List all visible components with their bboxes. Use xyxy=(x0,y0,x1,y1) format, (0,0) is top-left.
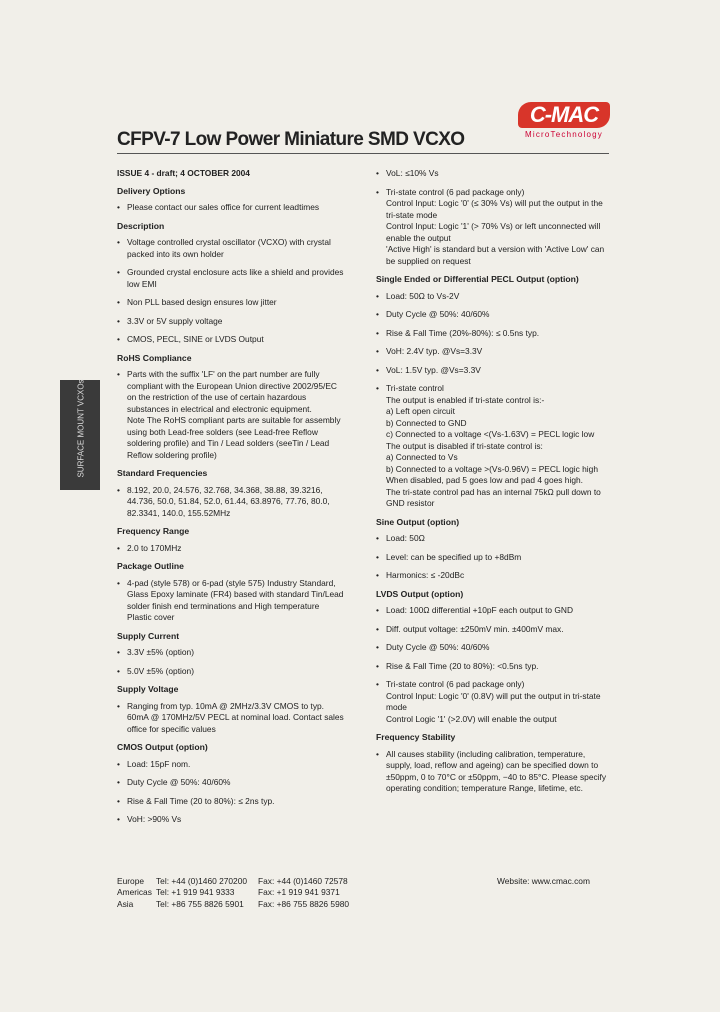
section-continued xyxy=(376,168,610,267)
bullet-list xyxy=(376,749,610,795)
section-sine-output-option xyxy=(376,517,610,582)
bullet-item: • Load: 100Ω differential +10pF each output to GND xyxy=(376,605,610,617)
bullet-item: • 3.3V or 5V supply voltage xyxy=(117,316,345,328)
right-sections xyxy=(376,168,610,795)
left-sections xyxy=(117,186,345,826)
section-heading: Standard Frequencies xyxy=(117,468,208,478)
bullet-list xyxy=(117,759,345,826)
section-frequency-stability xyxy=(376,732,610,795)
bullet-item: • All causes stability (including calibration, temperature, supply, load, reflow and ageing) can be specified down to ±50ppm, 0 to 70°C or ±50ppm, −40 to 85°C. Please specify operating condition; temperature Range, lifetime, etc. xyxy=(376,749,610,795)
bullet-item: • Harmonics: ≤ -20dBc xyxy=(376,570,610,582)
section-heading: Supply Current xyxy=(117,630,180,641)
page-title: CFPV-7 Low Power Miniature SMD VCXO xyxy=(117,129,465,150)
section-heading: Supply Voltage xyxy=(117,684,179,694)
bullet-item: • Duty Cycle @ 50%: 40/60% xyxy=(376,642,610,654)
bullet-list xyxy=(117,369,345,461)
bullet-item: • Tri-state control (6 pad package only) Control Input: Logic '0' (0.8V) will put the output in tri-state mode Control Logic '1' (>2.0V) will enable the output xyxy=(376,679,610,725)
contact-tel: Tel: +1 919 941 9333 xyxy=(156,887,235,898)
section-package-outline xyxy=(117,561,345,624)
section-standard-frequencies xyxy=(117,468,345,519)
bullet-list xyxy=(117,578,345,624)
section-delivery-options xyxy=(117,186,345,214)
contact-row xyxy=(117,899,349,910)
section-cmos-output-option xyxy=(117,742,345,826)
bullet-list xyxy=(117,202,345,214)
bullet-list xyxy=(117,485,345,520)
contact-list xyxy=(117,876,349,910)
section-heading: CMOS Output (option) xyxy=(117,742,208,752)
bullet-list xyxy=(376,533,610,582)
bullet-item: • Duty Cycle @ 50%: 40/60% xyxy=(117,777,345,789)
section-single-ended-or-differential-pecl-output-option xyxy=(376,274,610,510)
bullet-item: • Rise & Fall Time (20%-80%): ≤ 0.5ns typ. xyxy=(376,328,610,340)
bullet-item: • Diff. output voltage: ±250mV min. ±400mV max. xyxy=(376,624,610,636)
bullet-item: • VoL: ≤10% Vs xyxy=(376,168,610,180)
side-tab xyxy=(60,380,100,490)
bullet-item: • Please contact our sales office for current leadtimes xyxy=(117,202,345,214)
bullet-item: • CMOS, PECL, SINE or LVDS Output xyxy=(117,334,345,346)
bullet-item: • VoL: 1.5V typ. @Vs=3.3V xyxy=(376,365,610,377)
bullet-item: • 4-pad (style 578) or 6-pad (style 575) Industry Standard, Glass Epoxy laminate (FR4) based with standard Tin/Lead solder finish end terminations and High temperature Plastic cover xyxy=(117,578,345,624)
logo-subtitle: MicroTechnology xyxy=(524,130,604,139)
bullet-item: • Rise & Fall Time (20 to 80%): ≤ 2ns typ. xyxy=(117,796,345,808)
bullet-item: • Tri-state control (6 pad package only) Control Input: Logic '0' (≤ 30% Vs) will put the output in the tri-state mode Control Input: Logic '1' (> 70% Vs) or left unconnected will enable the output 'Active High' is standard but a version with 'Active Low' can be supplied on request xyxy=(376,187,610,268)
bullet-list xyxy=(376,168,610,267)
bullet-list xyxy=(117,237,345,346)
contact-row xyxy=(117,887,349,898)
contact-fax: Fax: +44 (0)1460 72578 xyxy=(258,876,348,886)
bullet-item: • VoH: >90% Vs xyxy=(117,814,345,826)
contact-region: Americas xyxy=(117,887,152,898)
contact-fax: Fax: +1 919 941 9371 xyxy=(258,887,340,898)
contact-region: Europe xyxy=(117,876,145,886)
contact-footer xyxy=(117,876,349,910)
bullet-list xyxy=(117,647,345,677)
section-heading: LVDS Output (option) xyxy=(376,588,464,599)
issue-line: ISSUE 4 - draft; 4 OCTOBER 2004 xyxy=(117,168,250,178)
section-supply-current xyxy=(117,631,345,678)
section-heading: Frequency Stability xyxy=(376,732,456,742)
section-heading: RoHS Compliance xyxy=(117,352,192,363)
side-tab-label: SURFACE MOUNT VCXOs xyxy=(76,379,86,478)
bullet-item: • Load: 50Ω to Vs-2V xyxy=(376,291,610,303)
bullet-item: • Tri-state control The output is enabled if tri-state control is:- a) Left open circuit b) Connected to GND c) Connected to a voltage <(Vs-1.63V) = PECL logic low The output is disabled if tri-state control is: a) Connected to Vs b) Connected to a voltage >(Vs-0.96V) = PECL logic high When disabled, pad 5 goes low and pad 4 goes high. The tri-state control pad has an internal 75kΩ pull down to GND resistor xyxy=(376,383,610,510)
contact-region: Asia xyxy=(117,898,134,909)
bullet-item: • Parts with the suffix 'LF' on the part number are fully compliant with the European Union directive 2002/95/EC on the restriction of the use of certain hazardous substances in electrical and electronic equipment. Note The RoHS compliant parts are suitable for assembly using both Lead-free solders (see Lead-free Reflow soldering profile) and Tin / Lead solders (seeTin / Lead Reflow soldering profile) xyxy=(117,369,345,461)
website: Website: www.cmac.com xyxy=(497,876,590,886)
section-frequency-range xyxy=(117,526,345,554)
section-heading: Delivery Options xyxy=(117,185,186,196)
right-column xyxy=(376,168,610,802)
bullet-item: • Load: 50Ω xyxy=(376,533,610,545)
left-column xyxy=(117,168,345,833)
bullet-item: • 8.192, 20.0, 24.576, 32.768, 34.368, 38.88, 39.3216, 44.736, 50.0, 51.84, 52.0, 61.44, 63.8976, 77.76, 80.0, 82.3341, 140.0, 155.52MHz xyxy=(117,485,345,520)
bullet-item: • Rise & Fall Time (20 to 80%): <0.5ns typ. xyxy=(376,661,610,673)
bullet-item: • 5.0V ±5% (option) xyxy=(117,666,345,678)
bullet-item: • Level: can be specified up to +8dBm xyxy=(376,552,610,564)
bullet-item: • VoH: 2.4V typ. @Vs=3.3V xyxy=(376,346,610,358)
title-divider xyxy=(117,153,609,154)
section-heading: Single Ended or Differential PECL Output (option) xyxy=(376,274,579,284)
section-heading: Sine Output (option) xyxy=(376,516,460,527)
section-heading: Package Outline xyxy=(117,561,184,571)
bullet-item: • 3.3V ±5% (option) xyxy=(117,647,345,659)
contact-tel: Tel: +86 755 8826 5901 xyxy=(156,898,244,909)
contact-tel: Tel: +44 (0)1460 270200 xyxy=(156,876,248,886)
section-description xyxy=(117,221,345,346)
bullet-item: • 2.0 to 170MHz xyxy=(117,543,345,555)
bullet-item: • Duty Cycle @ 50%: 40/60% xyxy=(376,309,610,321)
section-rohs-compliance xyxy=(117,353,345,462)
contact-fax: Fax: +86 755 8826 5980 xyxy=(258,898,350,909)
logo-mark: C-MAC xyxy=(518,102,610,128)
bullet-list xyxy=(376,605,610,725)
bullet-item: • Ranging from typ. 10mA @ 2MHz/3.3V CMOS to typ. 60mA @ 170MHz/5V PECL at nominal load. Contact sales office for specific values xyxy=(117,701,345,736)
company-logo xyxy=(518,102,610,139)
contact-row xyxy=(117,876,349,887)
bullet-item: • Grounded crystal enclosure acts like a shield and provides low EMI xyxy=(117,267,345,290)
bullet-item: • Non PLL based design ensures low jitter xyxy=(117,297,345,309)
bullet-item: • Load: 15pF nom. xyxy=(117,759,345,771)
section-heading: Frequency Range xyxy=(117,526,190,536)
section-supply-voltage xyxy=(117,684,345,735)
bullet-list xyxy=(117,543,345,555)
section-lvds-output-option xyxy=(376,589,610,726)
bullet-item: • Voltage controlled crystal oscillator (VCXO) with crystal packed into its own holder xyxy=(117,237,345,260)
bullet-list xyxy=(376,291,610,510)
section-heading: Description xyxy=(117,220,165,231)
bullet-list xyxy=(117,701,345,736)
